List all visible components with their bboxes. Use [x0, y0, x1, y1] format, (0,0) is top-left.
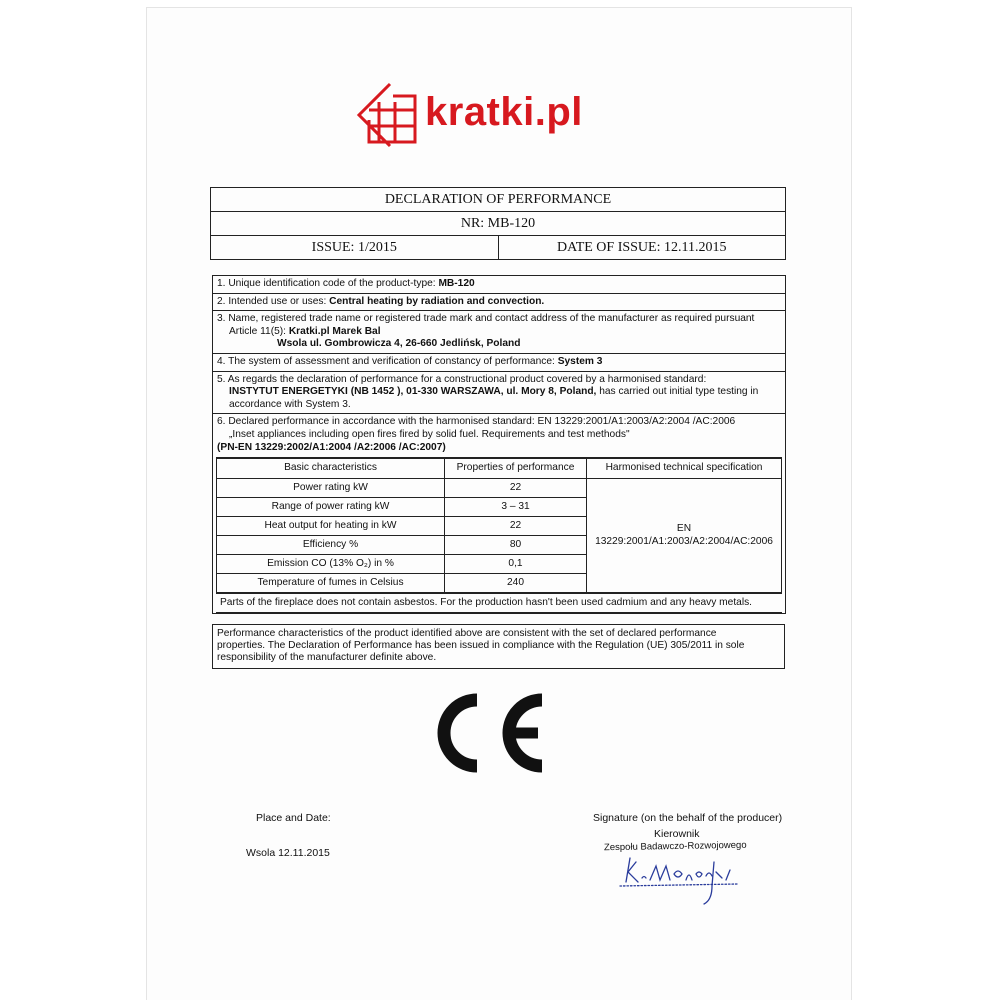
declaration-number: NR: MB-120	[211, 212, 785, 236]
header-properties: Properties of performance	[445, 459, 587, 479]
section-5	[213, 372, 785, 415]
section-6	[213, 414, 785, 612]
row-name: Efficiency %	[217, 536, 445, 555]
place-date-value: Wsola 12.11.2015	[246, 847, 330, 859]
row-value: 22	[445, 479, 587, 498]
issue-row	[211, 236, 785, 259]
section-1	[213, 276, 785, 294]
section-2-label: 2. Intended use or uses:	[217, 295, 330, 307]
spec-line1: EN	[676, 523, 692, 535]
section-4-value: System 3	[557, 355, 603, 367]
section-5-rest: has carried out initial type testing in	[596, 386, 759, 398]
section-3-label-line2: Article 11(5):	[229, 325, 289, 337]
declaration-sections	[212, 275, 786, 614]
section-6-line1: 6. Declared performance in accordance with the harmonised standard: EN 13229:2001/A1:2003/A2:2004 /AC:2006	[217, 416, 736, 428]
ce-mark-icon	[432, 688, 548, 778]
table-header-row	[217, 459, 782, 479]
signature-label: Signature (on the behalf of the producer)	[593, 812, 783, 824]
header-spec: Harmonised technical specification	[587, 459, 782, 479]
row-name: Temperature of fumes in Celsius	[217, 574, 445, 593]
logo-wordmark: kratki.pl	[425, 90, 583, 134]
section-2-value: Central heating by radiation and convection.	[329, 295, 545, 307]
row-name: Emission CO (13% O₂) in %	[217, 555, 445, 574]
section-2	[213, 294, 785, 312]
section-6-line3: (PN-EN 13229:2002/A1:2004 /A2:2006 /AC:2007)	[217, 441, 446, 453]
section-5-line3: accordance with System 3.	[229, 398, 351, 410]
section-1-value: MB-120	[438, 278, 475, 289]
conformity-statement	[212, 624, 785, 669]
issue-number: ISSUE: 1/2015	[311, 239, 397, 255]
section-1-label: 1. Unique identification code of the product-type:	[217, 278, 439, 289]
statement-line2: properties. The Declaration of Performance has been issued in compliance with the Regulation (UE) 305/2011 in sole	[217, 640, 745, 652]
asbestos-note: Parts of the fireplace does not contain asbestos. For the production hasn't been used cadmium and any heavy metals.	[216, 593, 782, 612]
section-4-label: 4. The system of assessment and verification of constancy of performance:	[217, 355, 558, 367]
handwritten-signature	[616, 852, 746, 908]
manufacturer-name: Kratki.pl Marek Bal	[288, 325, 381, 337]
declaration-title: DECLARATION OF PERFORMANCE	[211, 188, 785, 212]
row-value: 22	[445, 517, 587, 536]
row-value: 3 – 31	[445, 498, 587, 517]
stamp-line2: Zespołu Badawczo-Rozwojowego	[603, 839, 747, 854]
row-name: Heat output for heating in kW	[217, 517, 445, 536]
section-3-label-line1: 3. Name, registered trade name or registered trade mark and contact address of the manufacturer as required pursuant	[217, 313, 755, 325]
spec-line2: 13229:2001/A1:2003/A2:2004/AC:2006	[595, 535, 773, 547]
row-name: Range of power rating kW	[217, 498, 445, 517]
performance-table-wrap	[216, 457, 782, 613]
statement-line1: Performance characteristics of the product identified above are consistent with the set of declared performance	[217, 628, 717, 639]
row-name: Power rating kW	[217, 479, 445, 498]
statement-line3: responsibility of the manufacturer definite above.	[217, 652, 437, 664]
place-date-label: Place and Date:	[256, 812, 331, 824]
date-of-issue: DATE OF ISSUE: 12.11.2015	[498, 236, 786, 259]
declaration-header	[210, 187, 786, 260]
stamp-line1: Kierownik	[654, 828, 700, 840]
row-value: 80	[445, 536, 587, 555]
section-3	[213, 311, 785, 354]
row-value: 0,1	[445, 555, 587, 574]
section-5-line1: 5. As regards the declaration of performance for a constructional product covered by a harmonised standard:	[217, 373, 707, 385]
manufacturer-address: Wsola ul. Gombrowicza 4, 26-660 Jedlińsk, Poland	[277, 338, 521, 350]
section-6-line2: „Inset appliances including open fires fired by solid fuel. Requirements and test methods"	[229, 428, 630, 440]
performance-table	[216, 458, 782, 593]
notified-body: INSTYTUT ENERGETYKI (NB 1452 ), 01-330 WARSZAWA, ul. Mory 8, Poland,	[229, 386, 597, 398]
table-row	[217, 479, 782, 498]
header-basic-characteristics: Basic characteristics	[217, 459, 445, 479]
kratki-logo	[355, 80, 645, 150]
logo-emblem-icon	[355, 80, 425, 150]
section-4	[213, 354, 785, 372]
row-value: 240	[445, 574, 587, 593]
harmonised-spec-cell	[587, 479, 782, 593]
